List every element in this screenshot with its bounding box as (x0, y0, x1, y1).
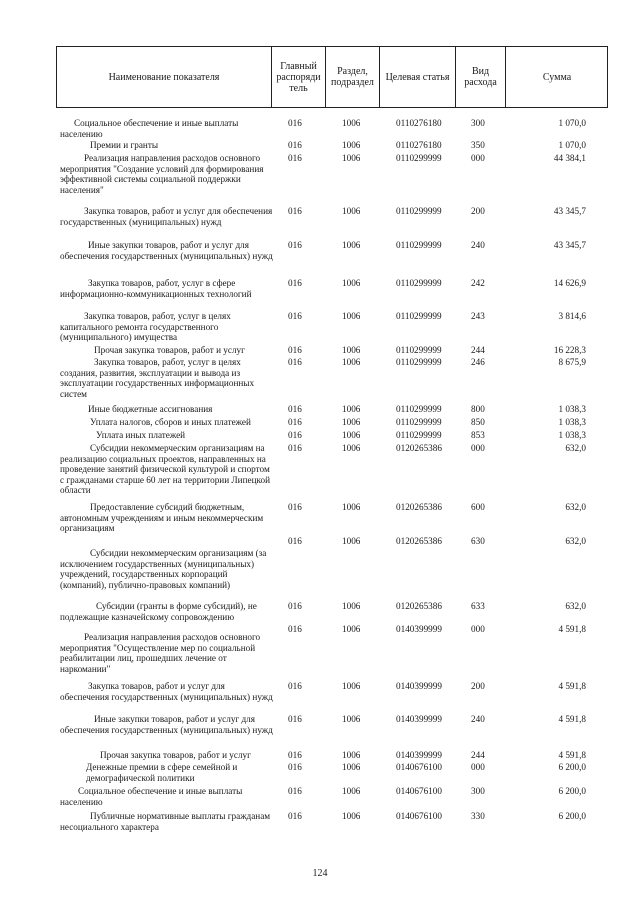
header-sum: Сумма (505, 47, 608, 107)
row-vr: 633 (471, 601, 485, 611)
row-sum: 1 038,3 (558, 430, 586, 440)
row-sum: 44 384,1 (553, 153, 586, 163)
row-vr: 853 (471, 430, 485, 440)
row-name: Социальное обеспечение и иные выплаты населению (60, 786, 243, 807)
row-gl: 016 (288, 430, 302, 440)
row-vr: 200 (471, 206, 485, 216)
row-rz: 1006 (342, 601, 361, 611)
row-rz: 1006 (342, 357, 361, 367)
row-name: Закупка товаров, работ и услуг для обеспечения государственных (муниципальных) нужд (60, 206, 273, 227)
row-rz: 1006 (342, 811, 361, 821)
row-sum: 14 626,9 (553, 278, 586, 288)
row-vr: 000 (471, 624, 485, 634)
row-vr: 330 (471, 811, 485, 821)
row-vr: 200 (471, 681, 485, 691)
row-sum: 1 070,0 (558, 140, 586, 150)
row-vr: 300 (471, 786, 485, 796)
header-rz: Раздел, подраздел (325, 47, 379, 107)
row-name: Закупка товаров, работ, услуг в сфере информационно-коммуникационных технологий (60, 278, 252, 299)
row-gl: 016 (288, 153, 302, 163)
row-gl: 016 (288, 404, 302, 414)
header-gl: Главный распоряди тель (271, 47, 325, 107)
row-sum: 8 675,9 (558, 357, 586, 367)
row-cs: 0110299999 (396, 345, 442, 355)
row-cs: 0110299999 (396, 430, 442, 440)
row-gl: 016 (288, 811, 302, 821)
row-vr: 850 (471, 417, 485, 427)
row-vr: 300 (471, 118, 485, 128)
row-cs: 0140399999 (396, 681, 442, 691)
row-sum: 43 345,7 (553, 240, 586, 250)
row-gl: 016 (288, 118, 302, 128)
row-cs: 0110276180 (396, 118, 442, 128)
row-rz: 1006 (342, 153, 361, 163)
row-cs: 0110299999 (396, 357, 442, 367)
row-vr: 000 (471, 762, 485, 772)
row-gl: 016 (288, 345, 302, 355)
row-vr: 240 (471, 240, 485, 250)
row-vr: 630 (471, 536, 485, 546)
row-cs: 0110299999 (396, 206, 442, 216)
row-cs: 0110299999 (396, 311, 442, 321)
row-sum: 632,0 (565, 502, 586, 512)
row-cs: 0120265386 (396, 443, 442, 453)
row-rz: 1006 (342, 714, 361, 724)
row-gl: 016 (288, 601, 302, 611)
row-cs: 0120265386 (396, 502, 442, 512)
row-gl: 016 (288, 786, 302, 796)
row-name: Субсидии (гранты в форме субсидий), не подлежащие казначейскому сопровождению (60, 601, 257, 622)
row-cs: 0110299999 (396, 153, 442, 163)
row-rz: 1006 (342, 140, 361, 150)
row-vr: 242 (471, 278, 485, 288)
row-rz: 1006 (342, 240, 361, 250)
row-vr: 243 (471, 311, 485, 321)
row-gl: 016 (288, 417, 302, 427)
row-name: Реализация направления расходов основного мероприятия "Осуществление мер по социальной реабилитации лиц, прошедших лечение от наркомании" (60, 632, 261, 674)
row-vr: 350 (471, 140, 485, 150)
row-vr: 000 (471, 443, 485, 453)
row-sum: 43 345,7 (553, 206, 586, 216)
row-gl: 016 (288, 502, 302, 512)
row-name: Иные закупки товаров, работ и услуг для обеспечения государственных (муниципальных) нужд (60, 714, 273, 735)
row-name: Уплата иных платежей (96, 430, 186, 440)
header-vr: Вид расхода (455, 47, 505, 107)
header-cs: Целевая статья (379, 47, 455, 107)
row-cs: 0140399999 (396, 750, 442, 760)
row-rz: 1006 (342, 345, 361, 355)
row-sum: 6 200,0 (558, 762, 586, 772)
row-gl: 016 (288, 443, 302, 453)
row-rz: 1006 (342, 206, 361, 216)
row-vr: 000 (471, 153, 485, 163)
row-cs: 0140399999 (396, 624, 442, 634)
row-rz: 1006 (342, 278, 361, 288)
row-rz: 1006 (342, 118, 361, 128)
row-gl: 016 (288, 750, 302, 760)
row-name: Социальное обеспечение и иные выплаты населению (60, 118, 239, 139)
row-cs: 0120265386 (396, 601, 442, 611)
row-gl: 016 (288, 206, 302, 216)
row-rz: 1006 (342, 624, 361, 634)
row-vr: 246 (471, 357, 485, 367)
row-name: Закупка товаров, работ, услуг в целях создания, развития, эксплуатации и вывода из эксплуатации государственных информационных систем (60, 357, 255, 399)
row-sum: 4 591,8 (558, 750, 586, 760)
row-name: Прочая закупка товаров, работ и услуг (94, 345, 245, 355)
row-cs: 0110299999 (396, 417, 442, 427)
row-name: Денежные премии в сфере семейной и демографической политики (86, 762, 238, 783)
row-gl: 016 (288, 762, 302, 772)
row-sum: 1 038,3 (558, 417, 586, 427)
row-name: Закупка товаров, работ и услуг для обеспечения государственных (муниципальных) нужд (60, 681, 273, 702)
row-rz: 1006 (342, 502, 361, 512)
row-name: Предоставление субсидий бюджетным, автономным учреждениям и иным некоммерческим организациям (60, 502, 264, 534)
page-number: 124 (312, 868, 328, 879)
row-rz: 1006 (342, 786, 361, 796)
row-gl: 016 (288, 357, 302, 367)
row-gl: 016 (288, 714, 302, 724)
row-sum: 632,0 (565, 536, 586, 546)
row-name: Премии и гранты (90, 140, 159, 150)
row-rz: 1006 (342, 762, 361, 772)
row-name: Иные закупки товаров, работ и услуг для обеспечения государственных (муниципальных) нужд (60, 240, 273, 261)
row-name: Прочая закупка товаров, работ и услуг (100, 750, 251, 760)
row-name: Субсидии некоммерческим организациям на реализацию социальных проектов, направленных на проведение занятий физической культурой и спортом с гражданами старше 60 лет на территории Липецкой области (60, 443, 270, 496)
row-cs: 0140676100 (396, 762, 442, 772)
row-cs: 0140676100 (396, 811, 442, 821)
row-rz: 1006 (342, 750, 361, 760)
row-rz: 1006 (342, 536, 361, 546)
row-vr: 600 (471, 502, 485, 512)
row-gl: 016 (288, 624, 302, 634)
row-rz: 1006 (342, 404, 361, 414)
row-cs: 0110276180 (396, 140, 442, 150)
row-sum: 6 200,0 (558, 786, 586, 796)
row-sum: 632,0 (565, 443, 586, 453)
row-rz: 1006 (342, 443, 361, 453)
row-sum: 1 070,0 (558, 118, 586, 128)
table-header (56, 46, 608, 108)
row-vr: 800 (471, 404, 485, 414)
row-rz: 1006 (342, 417, 361, 427)
header-name: Наименование показателя (108, 71, 220, 83)
row-cs: 0120265386 (396, 536, 442, 546)
row-name: Закупка товаров, работ, услуг в целях капитального ремонта государственного (муниципального) имущества (60, 311, 231, 343)
row-gl: 016 (288, 240, 302, 250)
row-sum: 1 038,3 (558, 404, 586, 414)
row-gl: 016 (288, 140, 302, 150)
row-sum: 4 591,8 (558, 681, 586, 691)
row-name: Уплата налогов, сборов и иных платежей (90, 417, 251, 427)
row-name: Реализация направления расходов основного мероприятия "Создание условий для формирования эффективной системы социальной поддержки населения" (60, 153, 264, 195)
row-vr: 244 (471, 750, 485, 760)
row-sum: 16 228,3 (553, 345, 586, 355)
row-sum: 4 591,8 (558, 624, 586, 634)
row-cs: 0140399999 (396, 714, 442, 724)
row-rz: 1006 (342, 430, 361, 440)
row-sum: 632,0 (565, 601, 586, 611)
row-vr: 240 (471, 714, 485, 724)
row-rz: 1006 (342, 311, 361, 321)
row-sum: 6 200,0 (558, 811, 586, 821)
row-vr: 244 (471, 345, 485, 355)
row-gl: 016 (288, 681, 302, 691)
row-gl: 016 (288, 278, 302, 288)
row-cs: 0110299999 (396, 240, 442, 250)
row-gl: 016 (288, 536, 302, 546)
row-cs: 0110299999 (396, 404, 442, 414)
row-cs: 0140676100 (396, 786, 442, 796)
row-sum: 4 591,8 (558, 714, 586, 724)
row-rz: 1006 (342, 681, 361, 691)
row-name: Публичные нормативные выплаты гражданам несоциального характера (60, 811, 271, 832)
row-gl: 016 (288, 311, 302, 321)
row-name: Иные бюджетные ассигнования (88, 404, 213, 414)
row-sum: 3 814,6 (558, 311, 586, 321)
row-name: Субсидии некоммерческим организациям (за исключением государственных (муниципальных) учреждений, государственных корпораций (компаний), публично-правовых компаний) (60, 548, 267, 590)
row-cs: 0110299999 (396, 278, 442, 288)
